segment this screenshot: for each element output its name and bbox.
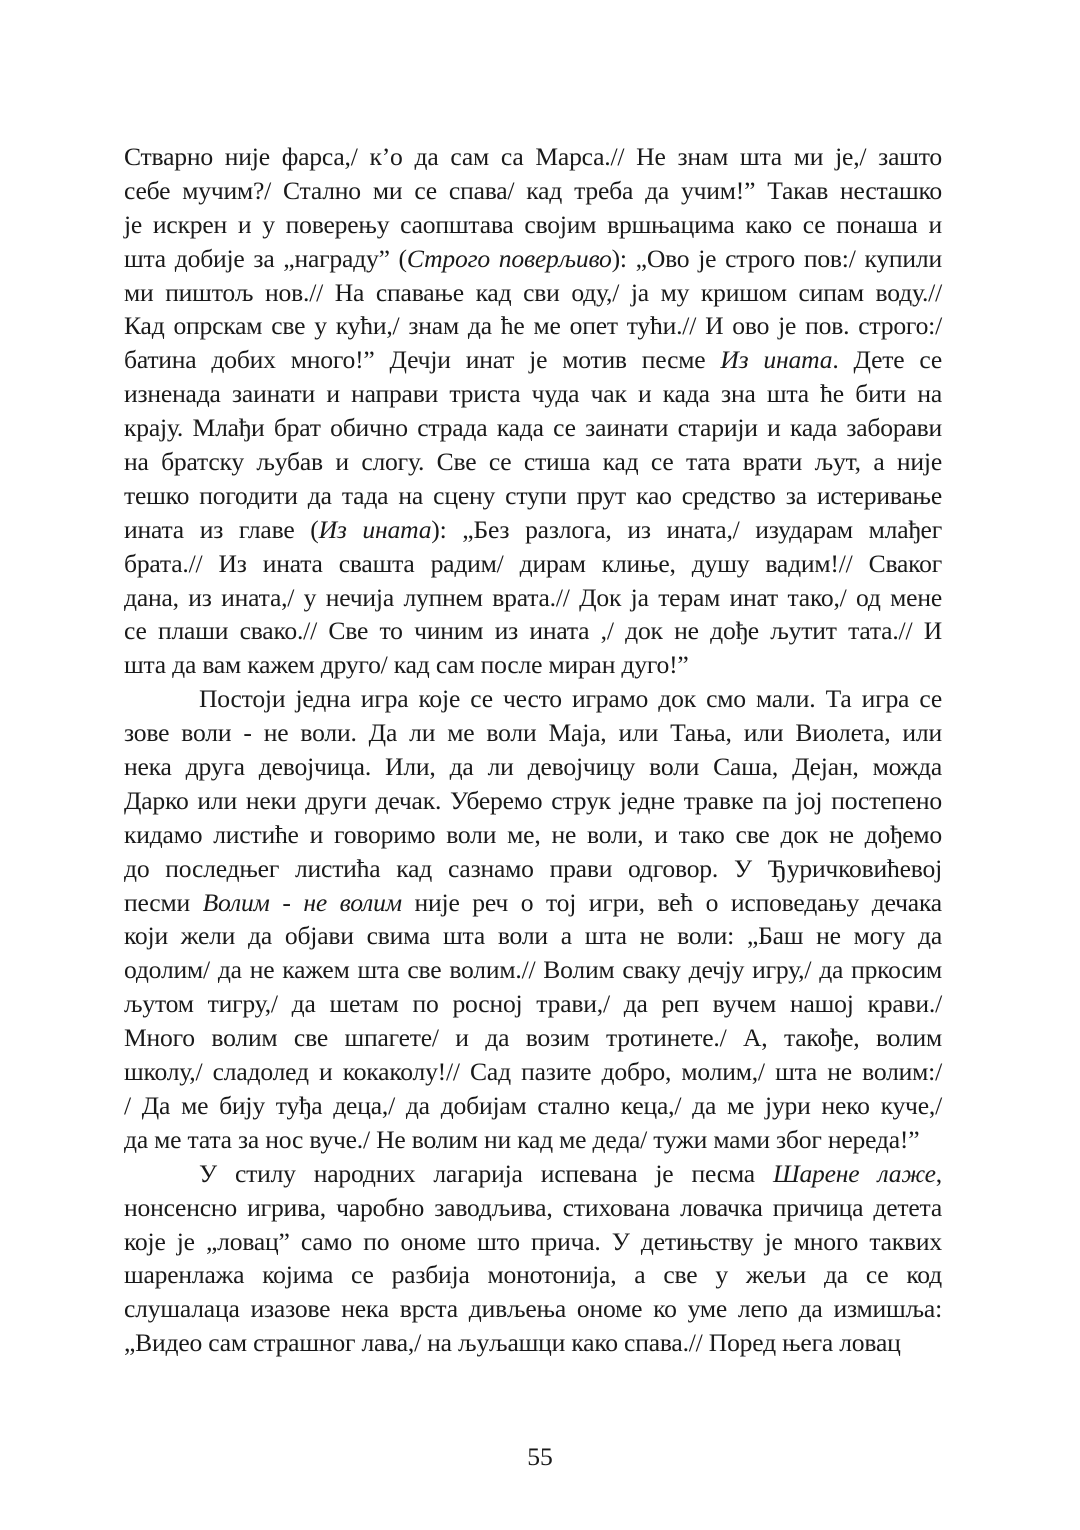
text-line [124,682,942,716]
text-segment: није реч о тој игри, већ о исповедању дечака [401,887,942,917]
text-segment: песми [124,887,203,917]
text-segment: Дарко или неки други дечак. Уберемо струк једне травке па јој постепено [124,785,942,815]
text-line [124,1292,942,1326]
text-line [124,309,942,343]
text-segment: љутом тигру,/ да шетам по росној трави,/ да реп вучем нашој крави./ [124,989,942,1019]
text-line [124,208,942,242]
text-segment: нонсенсно игрива, чаробно заводљива, стихована ловачка причица детета [124,1192,942,1222]
text-line [124,479,942,513]
text-segment: школу,/ сладолед и кокаколу!// Сад пазите добро, молим,/ шта не волим:/ [124,1057,942,1087]
text-line [124,174,942,208]
text-segment: слушалаца изазове нека врста дивљења ономе ко уме лепо да измишља: [124,1294,942,1324]
text-segment: Постоји једна игра које се често играмо док смо мали. Та игра се [199,684,942,714]
text-segment: шта да вам кажем друго/ кад сам после миран дуго!” [124,650,689,680]
text-line [124,648,942,682]
text-segment: батина добих много!” Дечји инат је мотив песме [124,345,721,375]
text-line [124,276,942,310]
text-segment: У стилу народних лагарија испевана је песма [199,1158,773,1188]
text-line [124,1021,942,1055]
text-segment: шаренлажа којима се разбија монотонија, а све у жељи да се код [124,1260,942,1290]
text-segment: на братску љубав и слогу. Све се стиша кад се тата врати љут, а није [124,447,942,477]
text-line [124,581,942,615]
text-segment: зове воли - не воли. Да ли ме воли Маја, или Тања, или Виолета, или [124,718,942,748]
text-segment: . Дете се [832,345,942,375]
text-line [124,716,942,750]
text-segment: дана, из ината,/ у нечија лупнем врата.// Док ја терам инат тако,/ од мене [124,582,942,612]
italic-title: Из ината [318,514,432,544]
text-segment: нека друга девојчица. Или, да ли девојчицу воли Саша, Дејан, можда [124,752,942,782]
text-segment: Стварно није фарса,/ к’о да сам са Марса.// Не знам шта ми је,/ зашто [124,142,942,171]
text-segment: одолим/ да не кажем шта све волим.// Волим сваку дечју игру,/ да пркосим [124,955,942,985]
text-line [124,614,942,648]
text-line [124,750,942,784]
text-segment: тешко погодити да тада на сцену ступи прут као средство за истеривање [124,480,942,510]
text-line [124,242,942,276]
text-line [124,1258,942,1292]
text-segment: / Да ме бију туђа деца,/ да добијам стално кеца,/ да ме јури неко куче,/ [124,1090,942,1120]
text-line [124,1089,942,1123]
page-number: 55 [527,1442,553,1471]
text-line [124,784,942,818]
text-line [124,919,942,953]
text-line [124,987,942,1021]
text-line [124,1157,942,1191]
text-segment: да ме тата за нос вуче./ Не волим ни кад ме деда/ тужи мами због нереда!” [124,1124,920,1154]
text-segment: ината из главе ( [124,514,319,544]
text-segment: брата.// Из ината свашта радим/ дирам клиње, душу вадим!// Сваког [124,548,942,578]
text-line [124,953,942,987]
text-line [124,140,942,174]
text-segment: ): „Ово је строго пов:/ купили [611,243,942,273]
text-line [124,445,942,479]
text-segment: себе мучим?/ Стално ми се спава/ кад треба да учим!” Такав несташко [124,175,942,205]
text-line [124,343,942,377]
text-segment: Много волим све шпагете/ и да возим тротинете./ А, такође, волим [124,1023,942,1053]
text-segment: шта добије за „награду” ( [124,243,407,273]
text-line [124,886,942,920]
italic-title: Из ината [720,345,833,375]
text-segment: који жели да објави свима шта воли а шта не воли: „Баш не могу да [124,921,942,951]
text-line [124,1225,942,1259]
text-line [124,377,942,411]
text-segment: које је „ловац” само по ономе што прича. У детињству је много таквих [124,1226,942,1256]
text-segment: до последњег листића кад сазнамо прави одговор. У Ђуричковићевој [124,853,942,883]
text-segment: ): „Без разлога, из ината,/ изударам млађег [431,514,942,544]
text-line [124,1055,942,1089]
italic-title: Волим - не волим [202,887,402,917]
italic-title: Строго поверљиво [406,243,612,273]
text-segment: , [935,1158,942,1188]
body-text [124,140,942,1360]
text-segment: је искрен и у поверењу саопштава својим вршњацима како се понаша и [124,209,942,239]
text-line [124,818,942,852]
text-segment: изненада заинати и направи триста чуда чак и када зна шта ће бити на [124,379,942,409]
text-segment: ми пиштољ нов.// На спавање кад сви оду,/ ја му кришом сипам воду.// [124,277,942,307]
text-line [124,547,942,581]
text-line [124,1123,942,1157]
text-line [124,513,942,547]
text-segment: кидамо листиће и говоримо воли ме, не воли, и тако све док не дођемо [124,819,942,849]
italic-title: Шарене лаже [772,1158,936,1188]
text-segment: Кад опрскам све у кући,/ знам да ће ме опет тући.// И ово је пов. строго:/ [124,311,942,341]
text-segment: „Видео сам страшног лава,/ на љуљашци како спава.// Поред њега ловац [124,1328,901,1358]
text-line [124,1191,942,1225]
text-line [124,411,942,445]
text-segment: се плаши свако.// Све то чиним из ината ,/ док не дође љутит тата.// И [124,616,942,646]
text-line [124,1326,942,1360]
text-segment: крају. Млађи брат обично страда када се заинати старији и када заборави [124,413,942,443]
text-line [124,852,942,886]
